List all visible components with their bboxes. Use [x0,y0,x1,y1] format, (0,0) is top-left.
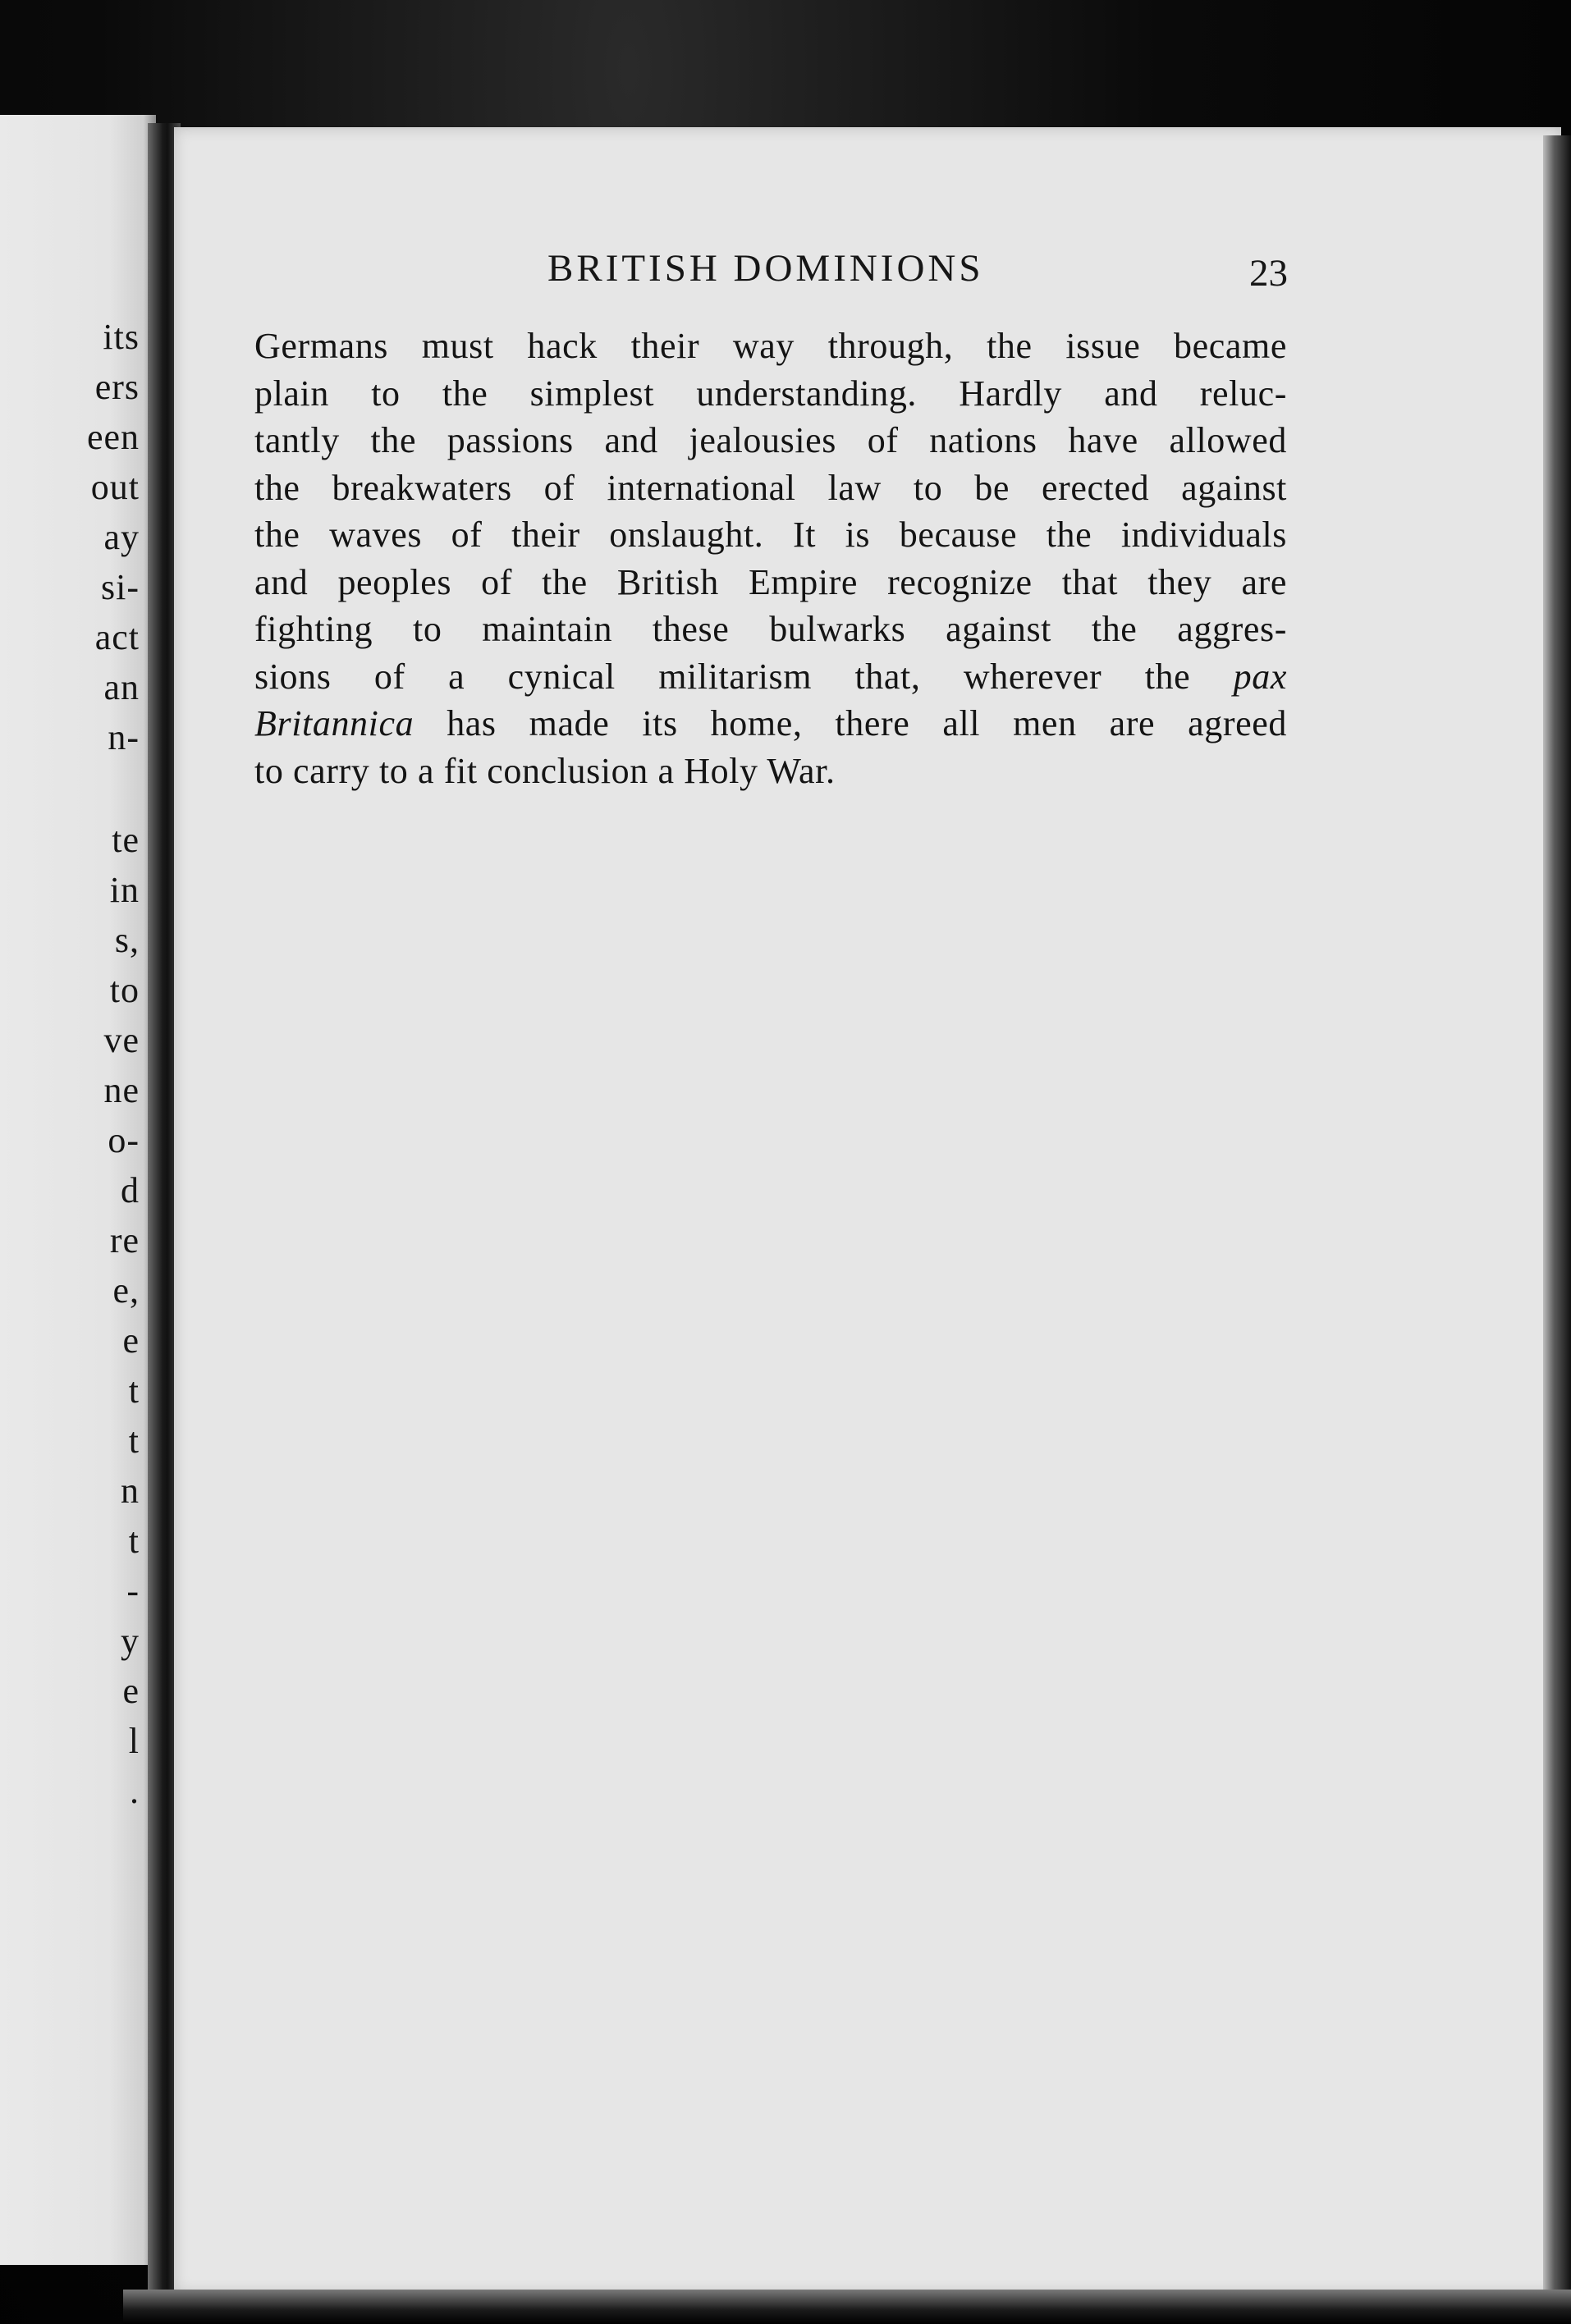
left-fragment: to [109,970,140,1010]
left-fragment: e, [112,1270,140,1311]
left-fragment: ers [94,367,140,407]
left-fragment: out [90,467,140,507]
text-line: the waves of their onslaught. It is because the individuals [254,515,1287,555]
text-line: plain to the simplest understanding. Hardly and reluc- [254,373,1287,414]
text-line: to carry to a fit conclusion a Holy War. [254,750,836,791]
text-line: tantly the passions and jealousies of nations have allowed [254,420,1287,460]
left-fragment: t [128,1420,140,1461]
left-fragment: act [94,617,140,657]
left-fragment: its [103,317,140,357]
left-fragment: t [128,1521,140,1561]
left-fragment: t [128,1370,140,1411]
left-fragment: s, [114,920,140,960]
left-fragment: o- [108,1120,140,1160]
left-fragment: d [121,1170,140,1210]
left-fragment: te [112,820,140,860]
text-line [254,700,1287,748]
left-fragment: si- [101,567,140,607]
left-fragment [0,1816,140,1866]
text-segment: sions of a cynical militarism that, wherever the [254,656,1191,697]
left-fragment: e [122,1320,140,1361]
running-head [174,246,1561,304]
left-fragment: in [109,870,140,910]
left-fragment: n [121,1471,140,1511]
left-fragment: e [122,1671,140,1711]
right-page [174,127,1561,2294]
left-fragment: re [109,1220,140,1260]
left-fragment: ve [103,1020,140,1060]
left-fragment [0,762,140,815]
text-line [254,653,1287,701]
left-fragment: - [126,1571,140,1611]
left-fragment: l [128,1721,140,1761]
running-title: BRITISH DOMINIONS [547,247,984,290]
text-line: the breakwaters of international law to be erected against [254,467,1287,508]
page-right-edge-shadow [1543,135,1571,2302]
italic-term: Britannica [254,703,415,743]
left-page-line-fragments [0,312,140,1866]
left-fragment: y [121,1621,140,1661]
left-fragment: . [130,1771,140,1811]
left-fragment: ay [103,517,140,557]
body-paragraph [254,323,1287,794]
page-number: 23 [1249,252,1288,295]
text-line: Germans must hack their way through, the issue became [254,326,1287,366]
text-line: and peoples of the British Empire recognize that they are [254,561,1287,602]
page-bottom-edge-shadow [123,2290,1571,2324]
left-fragment: an [103,667,140,707]
left-fragment: n- [108,717,140,757]
left-fragment: ne [103,1070,140,1110]
text-line: fighting to maintain these bulwarks against the aggres- [254,609,1287,649]
text-segment: has made its home, there all men are agreed [447,703,1287,743]
left-fragment: een [86,417,140,457]
italic-term: pax [1233,656,1287,697]
